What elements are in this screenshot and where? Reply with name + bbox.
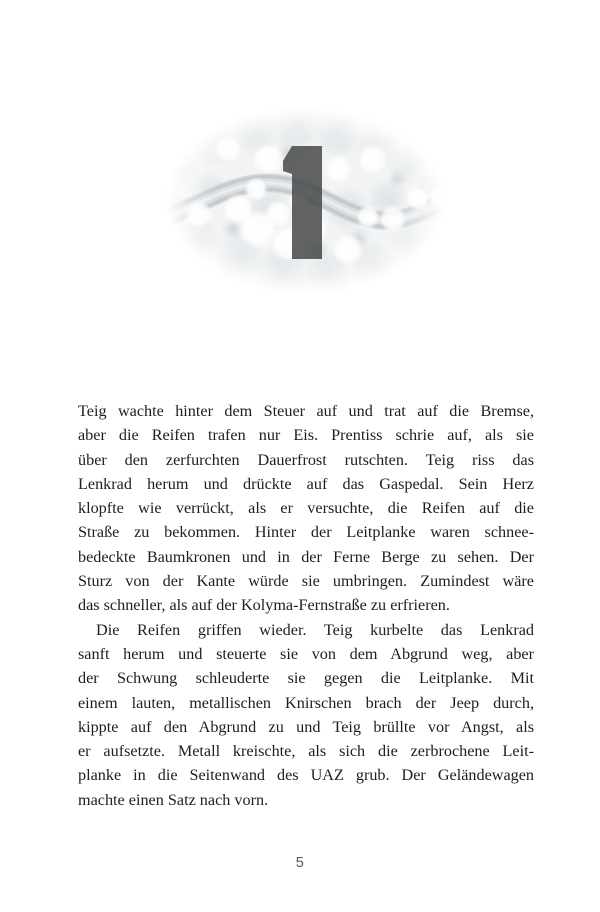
text-line: Lenkrad herum und drückte auf das Gaspedal. Sein Herz [78,474,534,493]
chapter-body-text [78,399,534,812]
chapter-number [138,314,139,315]
text-line: Straße zu bekommen. Hinter der Leitplanke waren schnee- [78,523,534,542]
text-line: über den zerfurchten Dauerfrost rutschten. Teig riss das [78,450,534,469]
text-line: aber die Reifen trafen nur Eis. Prentiss schrie auf, als sie [78,426,534,445]
text-line: der Schwung schleuderte sie gegen die Leitplanke. Mit [78,669,534,688]
text-line: Sturz von der Kante würde sie umbringen. Zumindest wäre [78,572,534,591]
chapter-number-glyph [283,146,323,259]
text-line: einem lauten, metallischen Knirschen brach der Jeep durch, [78,693,534,712]
page-number: 5 [295,855,305,871]
text-line: kippte auf den Abgrund zu und Teig brüllte vor Angst, als [78,717,534,736]
text-line: das schneller, als auf der Kolyma-Fernstraße zu erfrieren. [78,596,450,615]
text-line: sanft herum und steuerte sie von dem Abgrund weg, aber [78,644,534,663]
text-line: machte einen Satz nach vorn. [78,790,269,809]
text-line: klopfte wie verrückt, als er versuchte, die Reifen auf die [78,499,534,518]
text-line: bedeckte Baumkronen und in der Ferne Berge zu sehen. Der [78,547,534,566]
text-line: planke in die Seitenwand des UAZ grub. Der Geländewagen [78,766,534,785]
text-line: er aufsetzte. Metall kreischte, als sich die zerbrochene Leit- [78,742,534,761]
text-line: Die Reifen griffen wieder. Teig kurbelte das Lenkrad [96,620,534,639]
text-line: Teig wachte hinter dem Steuer auf und trat auf die Bremse, [78,402,534,420]
chapter-header-art [138,88,472,314]
